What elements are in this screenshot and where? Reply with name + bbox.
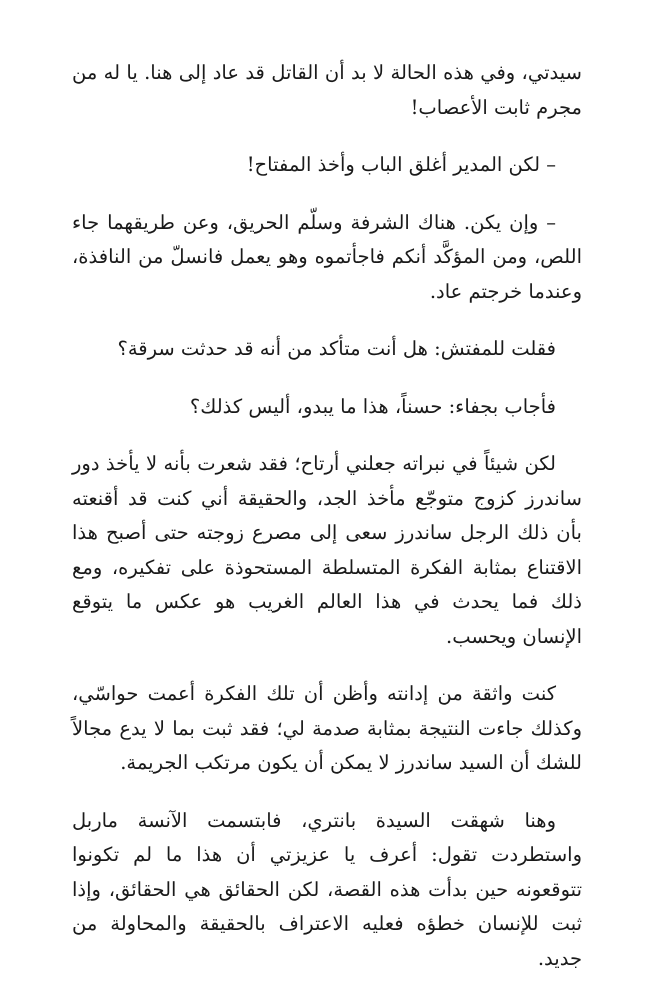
paragraph-3: – وإن يكن. هناك الشرفة وسلّم الحريق، وعن طريقهما جاء اللص، ومن المؤكَّد أنكم فاجأتموه وهو يعمل فانسلّ من النافذة، وعندما خرجتم عاد. <box>72 210 582 303</box>
paragraph-7: كنت واثقة من إدانته وأظن أن تلك الفكرة أعمت حواسّي، وكذلك جاءت النتيجة بمثابة صدمة لي؛ فقد ثبت بما لا يدع مجالاً للشك أن السيد ساندرز لا يمكن أن يكون مرتكب الجريمة. <box>72 682 582 774</box>
paragraph-8: وهنا شهقت السيدة بانتري، فابتسمت الآنسة ماربل واستطردت تقول: أعرف يا عزيزتي أن هذا ما لم تكونوا تتوقعونه حين بدأت هذه القصة، لكن الحقائق هي الحقائق، وإذا ثبت للإنسان خطؤه فعليه الاعتراف بالحقيقة والمحاولة من جديد. <box>72 808 582 970</box>
book-page <box>72 56 582 999</box>
paragraph-6: لكن شيئاً في نبراته جعلني أرتاح؛ فقد شعرت بأنه لا يأخذ دور ساندرز كزوج متوجّع مأخذ الجد، والحقيقة أني كنت قد أقنعته بأن ذلك الرجل ساندرز سعى إلى مصرع زوجته حتى أصبح هذا الاقتناع بمثابة الفكرة المتسلطة المستحوذة على تفكيره، ومع ذلك فما يحدث في هذا العالم الغريب هو عكس ما يتوقع الإنسان ويحسب. <box>72 452 582 648</box>
paragraph-5: فأجاب بجفاء: حسناً، هذا ما يبدو، أليس كذلك؟ <box>189 394 556 418</box>
paragraph-2: – لكن المدير أغلق الباب وأخذ المفتاح! <box>246 153 556 176</box>
paragraph-1: سيدتي، وفي هذه الحالة لا بد أن القاتل قد عاد إلى هنا. يا له من مجرم ثابت الأعصاب! <box>72 61 582 119</box>
paragraph-4: فقلت للمفتش: هل أنت متأكد من أنه قد حدثت سرقة؟ <box>117 337 556 360</box>
